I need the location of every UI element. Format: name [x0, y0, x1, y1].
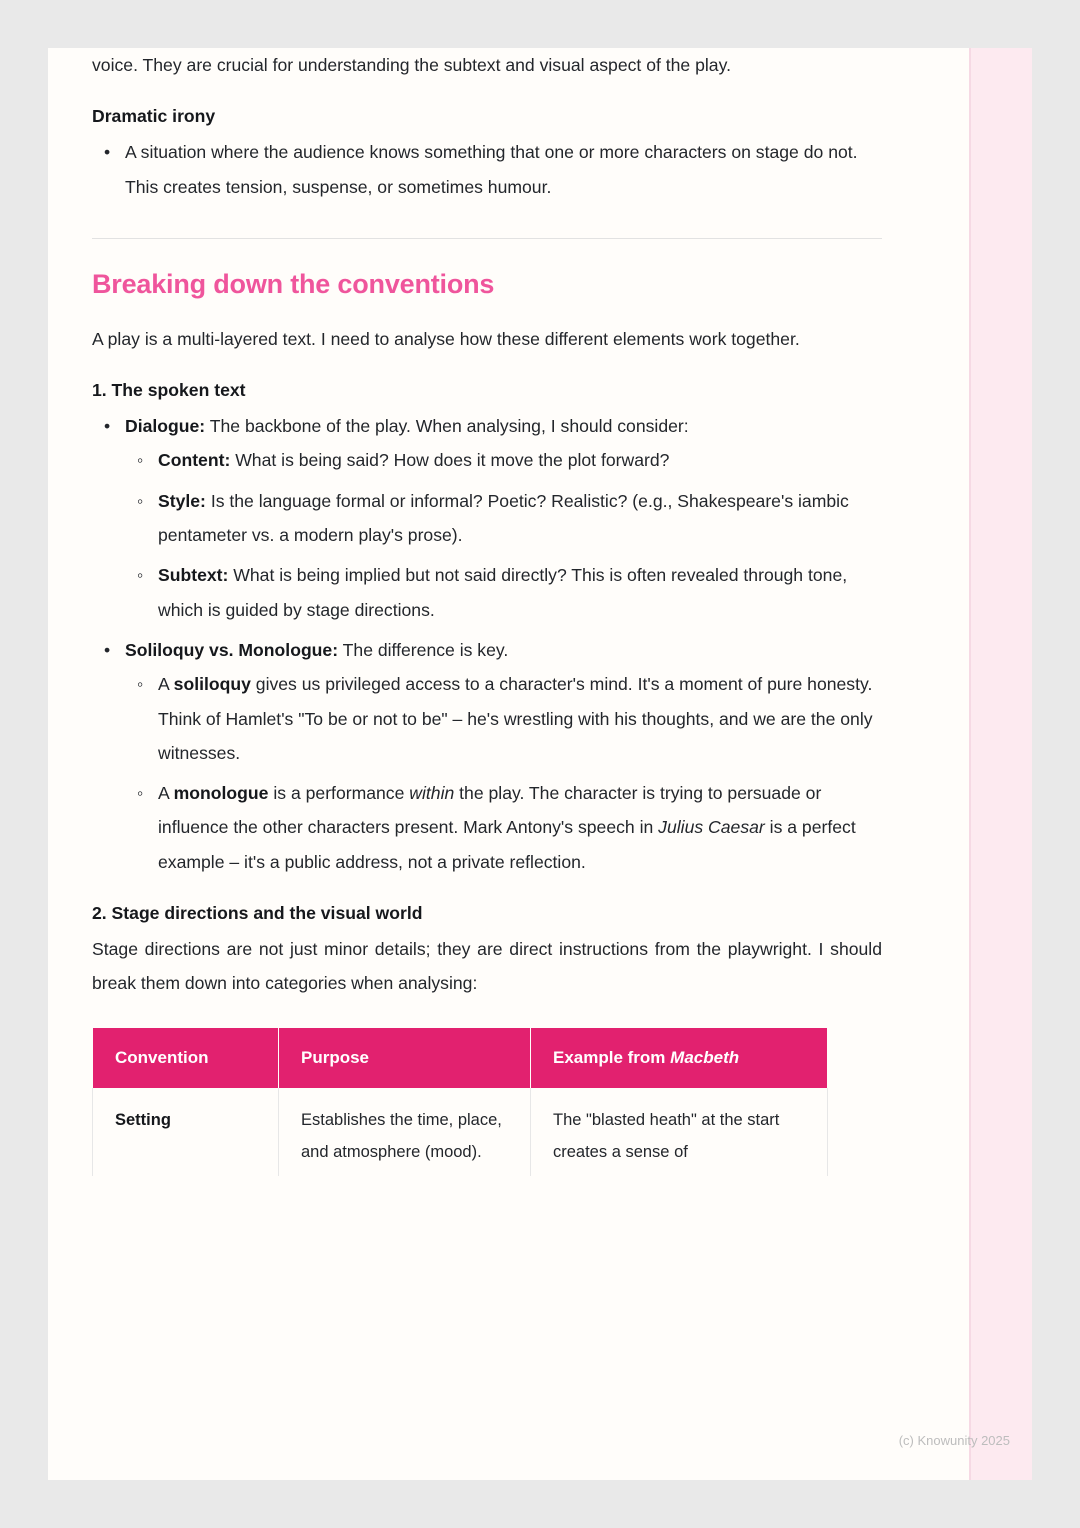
cell-example: The "blasted heath" at the start creates a sense of — [531, 1088, 828, 1176]
section-intro: A play is a multi-layered text. I need to analyse how these different elements work together. — [92, 328, 800, 349]
list-item — [125, 484, 882, 553]
monologue-italic-within: within — [409, 783, 455, 804]
table-header-convention: Convention — [93, 1027, 279, 1088]
table-header-row — [93, 1027, 828, 1088]
table-header-example-text: Example from — [553, 1047, 671, 1067]
style-label: Style: — [158, 490, 206, 511]
conventions-table — [92, 1027, 828, 1176]
page-side-strip — [969, 48, 1032, 1480]
macbeth-title: Macbeth — [670, 1047, 740, 1067]
monologue-keyword: monologue — [173, 783, 269, 804]
soliloquy-item-prefix: A — [158, 674, 174, 695]
intro-paragraph: voice. They are crucial for understanding the subtext and visual aspect of the play. — [92, 55, 731, 75]
watermark: (c) Knowunity 2025 — [898, 1433, 1010, 1448]
dramatic-irony-list — [92, 135, 882, 204]
soliloquy-sublist — [125, 667, 882, 879]
content-label: Content: — [158, 450, 231, 471]
content-text: What is being said? How does it move the plot forward? — [235, 450, 670, 471]
soliloquy-text: The difference is key. — [342, 639, 509, 660]
table-header-example — [531, 1027, 828, 1088]
monologue-item-prefix: A — [158, 783, 174, 804]
cell-convention — [93, 1088, 279, 1176]
soliloquy-keyword: soliloquy — [173, 674, 251, 695]
document-content — [92, 48, 882, 1176]
cell-purpose: Establishes the time, place, and atmosphere (mood). — [279, 1088, 531, 1176]
list-item — [125, 558, 882, 627]
table-row — [93, 1088, 828, 1176]
subsection-1-heading: 1. The spoken text — [92, 380, 246, 401]
dialogue-label: Dialogue: — [125, 416, 206, 437]
dialogue-sublist — [125, 443, 882, 626]
subsection-2-intro: Stage directions are not just minor details; they are direct instructions from the playwright. I should break them down into categories when analysing: — [92, 939, 882, 994]
style-text: Is the language formal or informal? Poetic? Realistic? (e.g., Shakespeare's iambic pentameter vs. a modern play's prose). — [158, 490, 849, 546]
soliloquy-item-rest: gives us privileged access to a character's mind. It's a moment of pure honesty. Think of Hamlet's "To be or not to be" – he's wrestling with his thoughts, and we are the only witnesses. — [158, 674, 873, 763]
list-item-dialogue — [92, 409, 882, 627]
dialogue-text: The backbone of the play. When analysing, I should consider: — [209, 416, 689, 437]
list-item — [92, 135, 882, 204]
dramatic-irony-heading: Dramatic irony — [92, 106, 216, 127]
table-header-purpose: Purpose — [279, 1027, 531, 1088]
subtext-label: Subtext: — [158, 565, 229, 586]
list-item — [125, 667, 882, 770]
list-item — [125, 443, 882, 477]
page-title: Breaking down the conventions — [92, 268, 495, 299]
subtext-text: What is being implied but not said directly? This is often revealed through tone, which is guided by stage directions. — [158, 565, 848, 620]
document-page — [48, 48, 1032, 1480]
list-item-soliloquy — [92, 633, 882, 879]
spoken-text-list — [92, 409, 882, 879]
dramatic-irony-text: A situation where the audience knows something that one or more characters on stage do not. This creates tension, suspense, or sometimes humour. — [125, 142, 858, 197]
convention-name: Setting — [115, 1110, 171, 1129]
monologue-item-end: is a perfect example – it's a public address, not a private reflection. — [158, 817, 856, 872]
julius-caesar-title: Julius Caesar — [658, 817, 765, 838]
monologue-item-mid: is a performance — [268, 783, 410, 804]
monologue-item-rest: the play. The character is trying to persuade or influence the other characters present. Mark Antony's speech in — [158, 783, 822, 838]
section-divider — [92, 238, 882, 239]
subsection-2-heading: 2. Stage directions and the visual world — [92, 903, 423, 924]
list-item — [125, 776, 882, 879]
soliloquy-label: Soliloquy vs. Monologue: — [125, 639, 339, 660]
